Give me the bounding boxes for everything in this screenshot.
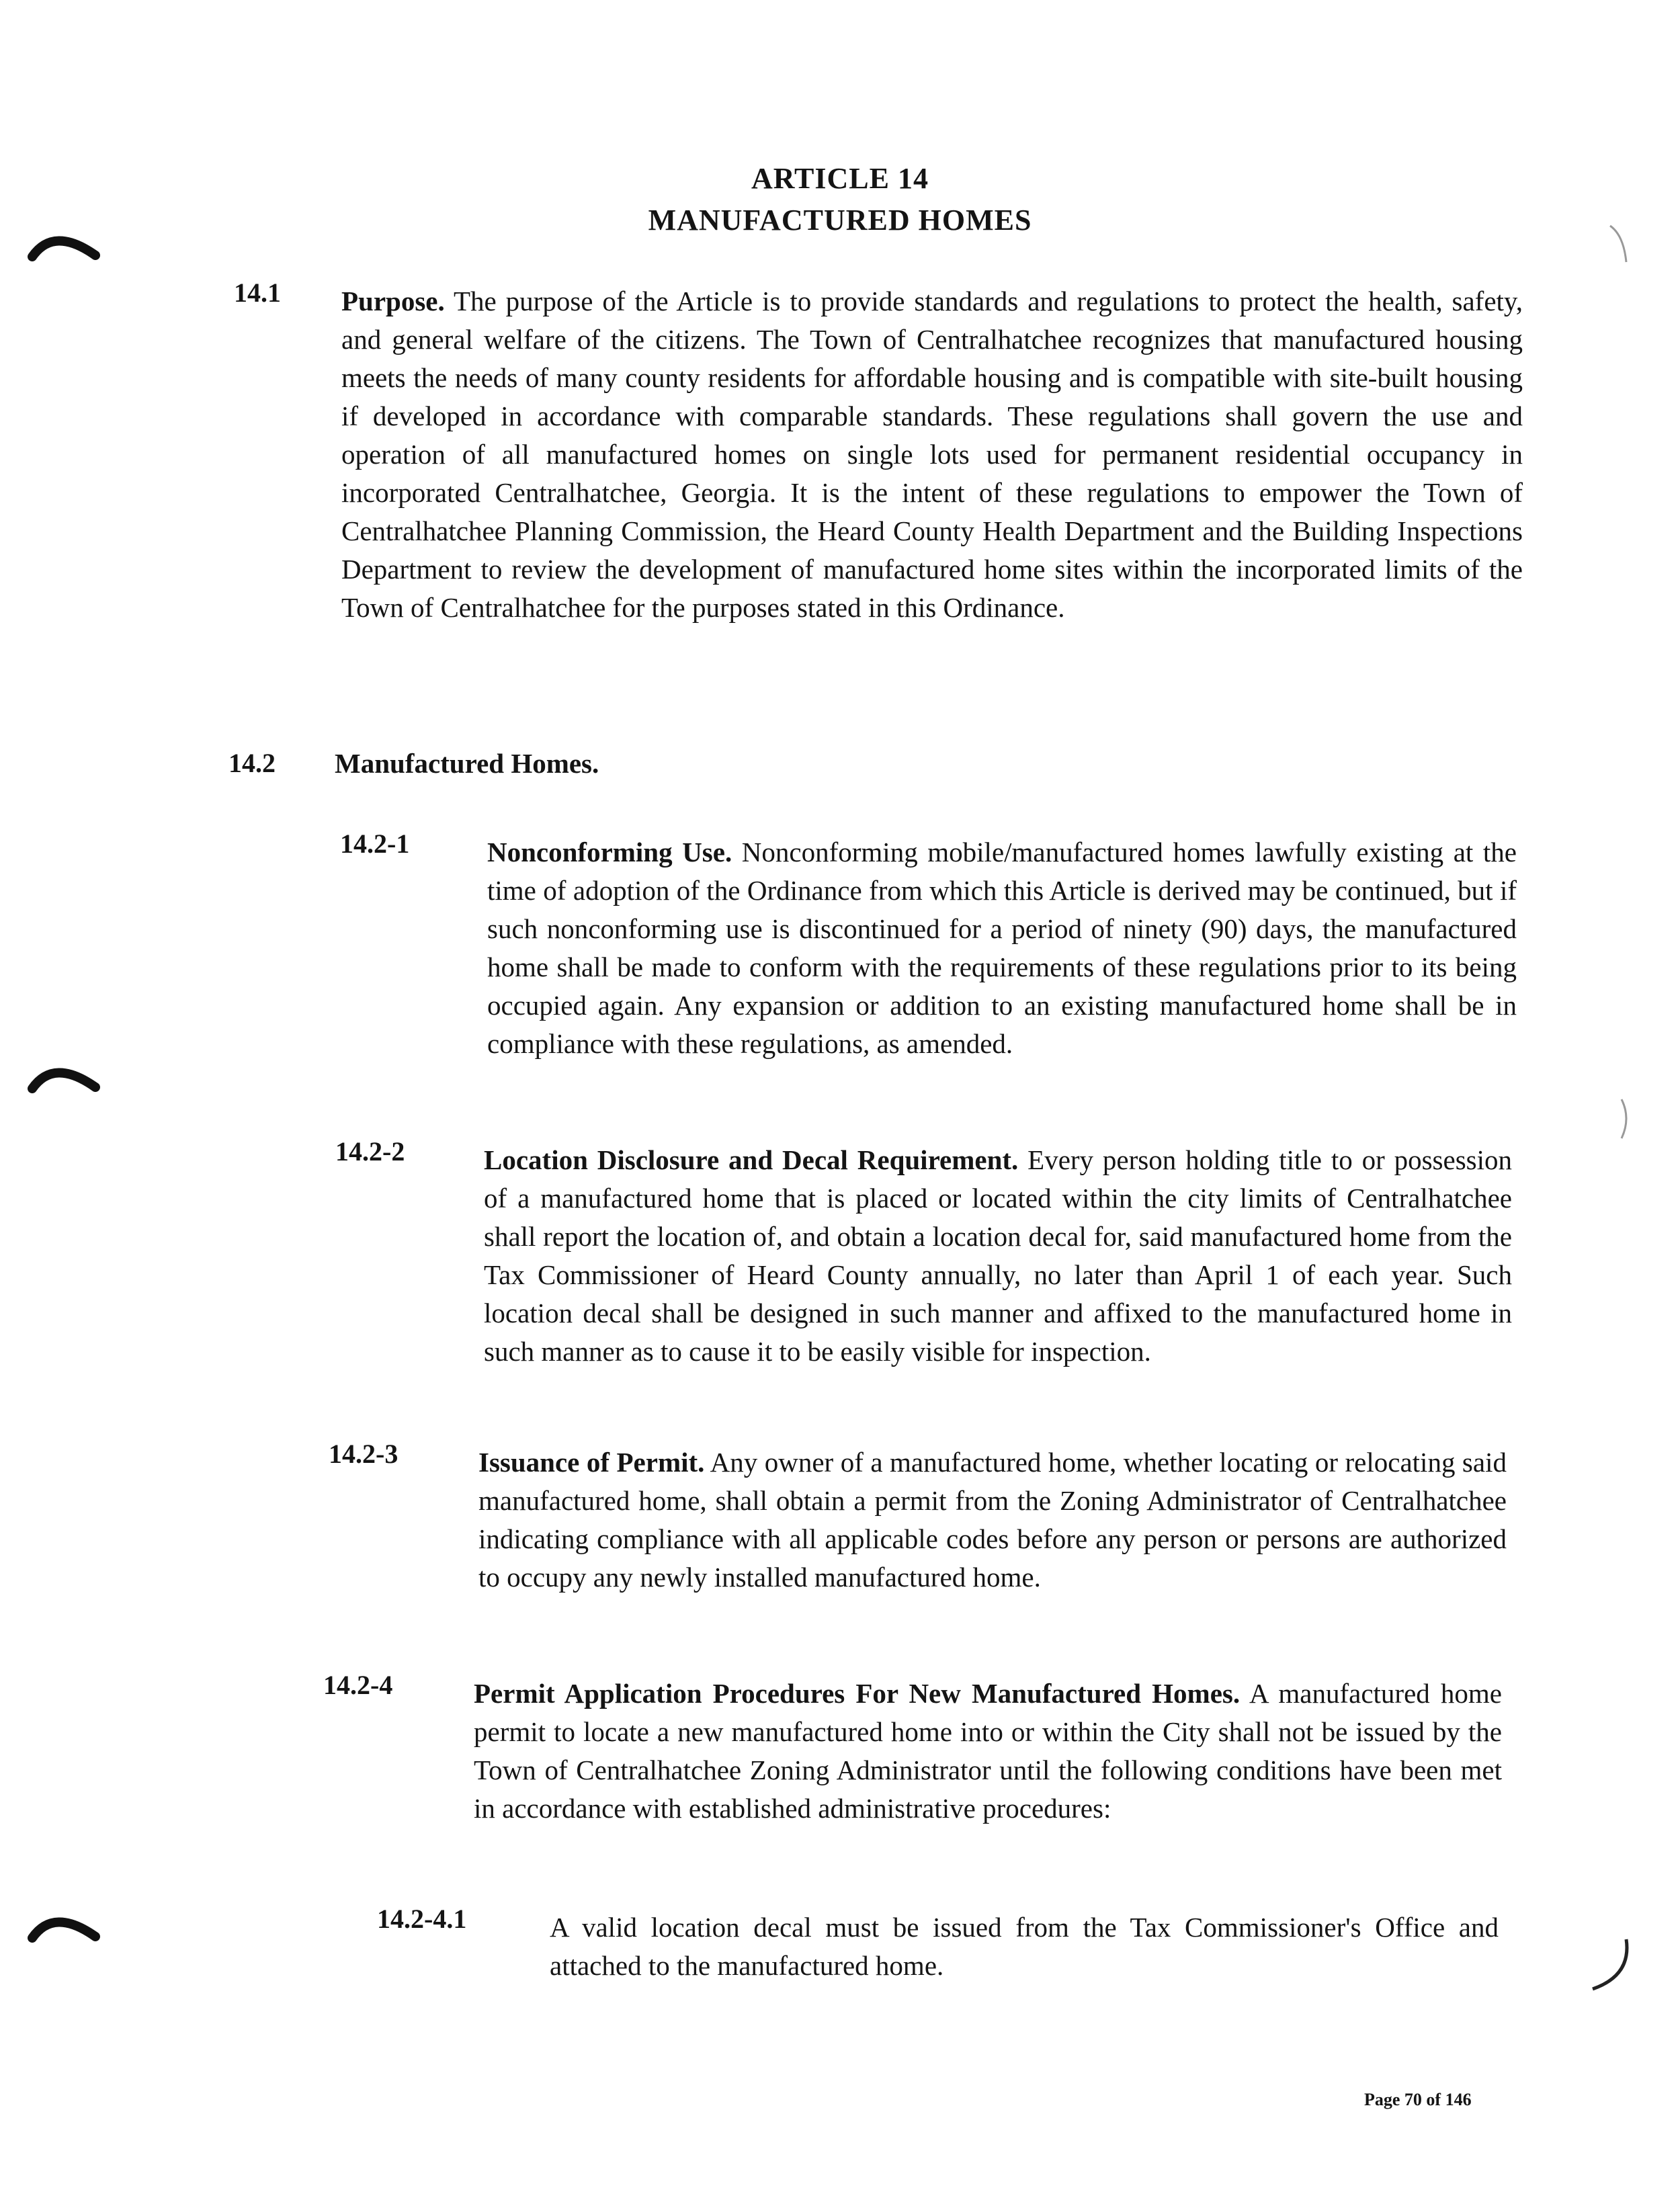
section-14-1: [341, 282, 1523, 627]
section-14-2-4: [474, 1675, 1502, 1828]
binder-mark-3: [27, 1903, 101, 1950]
section-text: Every person holding title to or possession of a manufactured home that is placed or located within the city limits of Centralhatchee shall report the location of, and obtain a location decal for, said manufactured home from the Tax Commissioner of Heard County annually, no later than April 1 of each year. Such location decal shall be designed in such manner and affixed to the manufactured home in such manner as to cause it to be easily visible for inspection.: [484, 1144, 1512, 1367]
section-text: Nonconforming mobile/manufactured homes lawfully existing at the time of adoption of the Ordinance from which this Article is derived may be continued, but if such nonconforming use is discontinued for a period of ninety (90) days, the manufactured home shall be made to conform with the requirements of these regulations prior to its being occupied again. Any expansion or addition to an existing manufactured home shall be in compliance with these regulations, as amended.: [487, 837, 1517, 1059]
section-heading-14-2: Manufactured Homes.: [335, 748, 599, 779]
section-heading: Permit Application Procedures For New Manufactured Homes.: [474, 1678, 1241, 1709]
section-heading: Nonconforming Use.: [487, 837, 732, 868]
section-number-14-2-4: 14.2-4: [323, 1670, 393, 1700]
section-text: A manufactured home permit to locate a new manufactured home into or within the City shall not be issued by the Town of Centralhatchee Zoning Administrator until the following conditions have been met in accordance with established administrative procedures:: [474, 1678, 1502, 1824]
section-text: The purpose of the Article is to provide standards and regulations to protect the health, safety, and general welfare of the citizens. The Town of Centralhatchee recognizes that manufactured housing meets the needs of many county residents for affordable housing and is compatible with site-built housing if developed in accordance with comparable standards. These regulations shall govern the use and operation of all manufactured homes on single lots used for permanent residential occupancy in incorporated Centralhatchee, Georgia. It is the intent of these regulations to empower the Town of Centralhatchee Planning Commission, the Heard County Health Department and the Building Inspections Department to review the development of manufactured home sites within the incorporated limits of the Town of Centralhatchee for the purposes stated in this Ordinance.: [341, 286, 1523, 623]
section-number-14-2-3: 14.2-3: [329, 1439, 398, 1469]
section-14-2-4-1: [550, 1908, 1499, 1985]
section-number-14-2-4-1: 14.2-4.1: [377, 1904, 467, 1934]
section-heading: Issuance of Permit.: [478, 1447, 705, 1478]
article-title: MANUFACTURED HOMES: [648, 204, 1032, 237]
scan-mark-1: [1606, 222, 1633, 269]
scan-mark-3: [1579, 1935, 1640, 1996]
section-14-2-2: [484, 1141, 1512, 1371]
section-number-14-1: 14.1: [234, 278, 281, 308]
section-text: Any owner of a manufactured home, whether locating or relocating said manufactured home, shall obtain a permit from the Zoning Administrator of Centralhatchee indicating compliance with all applicable codes before any person or persons are authorized to occupy any newly installed manufactured home.: [478, 1447, 1507, 1593]
section-number-14-2-1: 14.2-1: [340, 829, 410, 859]
page-number: Page 70 of 146: [1364, 2090, 1472, 2109]
section-number-14-2: 14.2: [228, 748, 276, 778]
article-number: ARTICLE 14: [751, 162, 929, 195]
section-heading: Purpose.: [341, 286, 445, 316]
section-heading: Location Disclosure and Decal Requirement.: [484, 1144, 1019, 1175]
section-14-2-1: [487, 833, 1517, 1063]
section-text: A valid location decal must be issued from the Tax Commissioner's Office and attached to the manufactured home.: [550, 1912, 1499, 1981]
binder-mark-1: [27, 222, 101, 269]
section-number-14-2-2: 14.2-2: [335, 1136, 405, 1167]
section-14-2-3: [478, 1443, 1507, 1597]
scan-mark-2: [1616, 1095, 1636, 1142]
binder-mark-2: [27, 1054, 101, 1101]
